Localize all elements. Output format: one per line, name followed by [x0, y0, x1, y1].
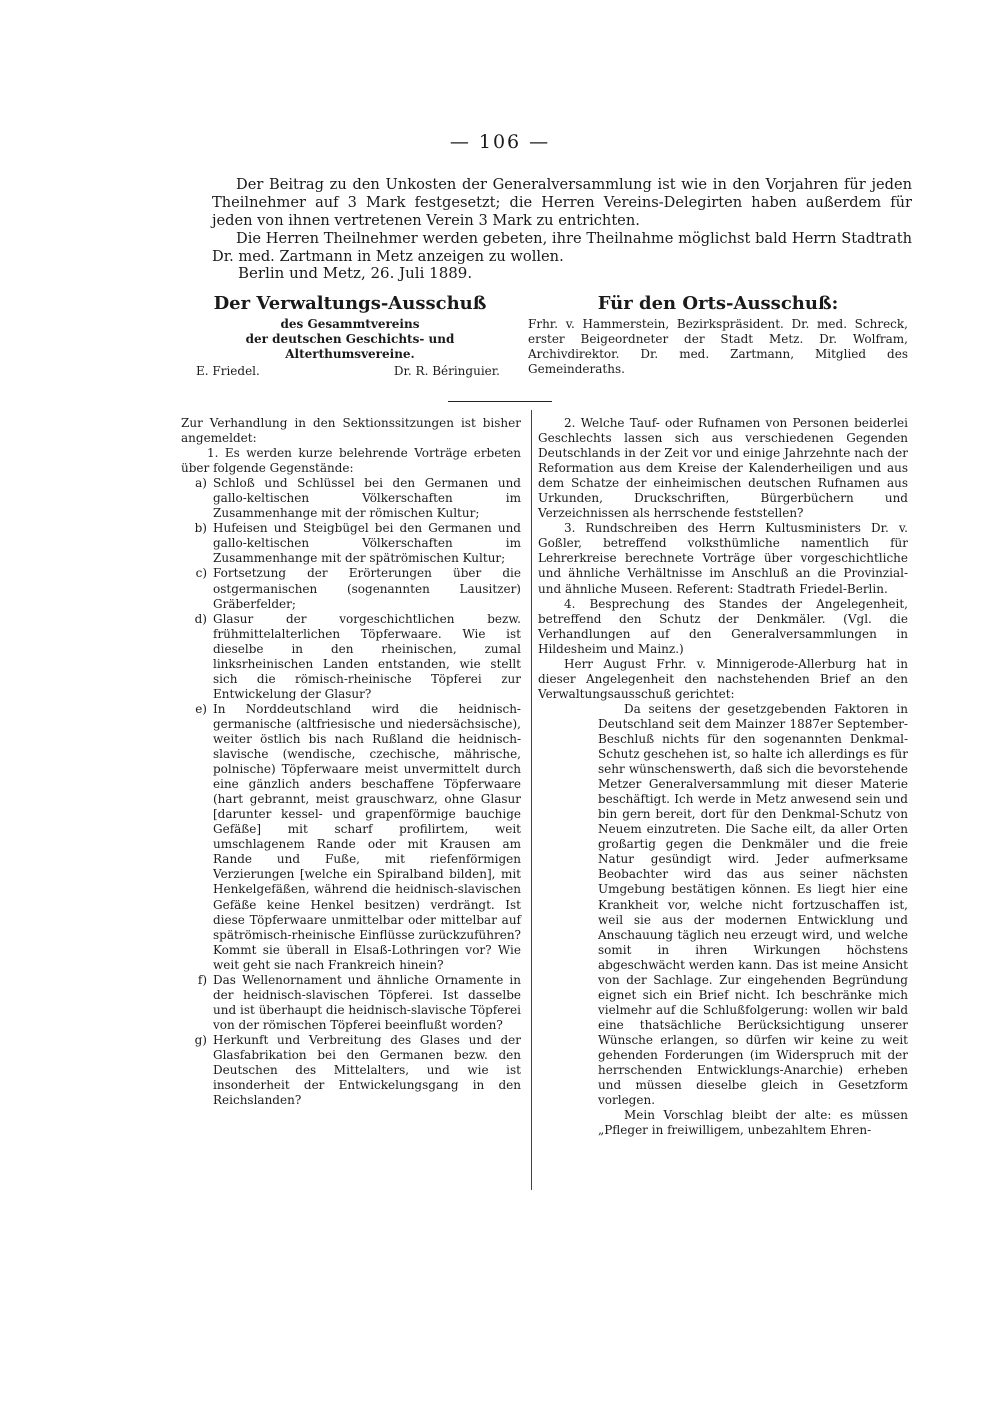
subitem-text: Fortsetzung der Erörterungen über die ostgermanischen (sogenannten Lausitzer) Gräberfelder; [213, 566, 521, 611]
letter-quote-continued: Mein Vorschlag bleibt der alte: es müssen „Pfleger in freiwilligem, unbezahltem Ehren- [598, 1108, 908, 1138]
subitem-label: a) [195, 476, 207, 491]
subitem-c [181, 566, 521, 611]
subitem-label: e) [195, 701, 207, 716]
letter-quote: Da seitens der gesetzgebenden Faktoren in Deutschland seit dem Mainzer 1887er September-Beschluß nichts für den sogenannten Denkmal-Schutz geschehen ist, so halte ich allerdings es für sehr wünschenswerth, daß sich die bevorstehende Metzer Generalversammlung mit dieser Materie beschäftigt. Ich werde in Metz anwesend sein und bin gern bereit, dort für den Denkmal-Schutz von Neuem einzutreten. Die Sache eilt, da aller Orten großartig gegen die Denkmäler und die freie Natur gesündigt wird. Jeder aufmerksame Beobachter wird das aus seiner nächsten Umgebung bestätigen können. Es liegt hier eine Krankheit vor, welche nicht fortzuschaffen ist, weil sie aus der modernen Entwicklung und Anschauung täglich neu erzeugt wird, und welche somit in ihren Wirkungen höchstens abgeschwächt werden kann. Das ist meine Ansicht von der Sachlage. Zur eingehenden Begründung eignet sich ein Brief nicht. Ich beschränke mich vielmehr auf die Schlußfolgerung: wollen wir bald eine thatsächliche Berücksichtigung unserer Wünsche erlangen, so dürfen wir keine zu weit gehenden Forderungen (im Widerspruch mit der herrschenden Entwicklungs-Anarchie) erheben und müssen dieselbe gleich in Gesetzform vorlegen. [598, 701, 908, 1108]
signer-friedel: E. Friedel. [196, 364, 260, 378]
right-column [538, 416, 908, 1138]
subitem-label: c) [195, 566, 207, 581]
item-1: 1. Es werden kurze belehrende Vorträge erbeten über folgende Gegenstände: [181, 446, 521, 476]
subitem-e [181, 702, 521, 973]
signature-right [528, 293, 908, 377]
item-2: 2. Welche Tauf- oder Rufnamen von Personen beiderlei Geschlechts lassen sich aus verschiedenen Gegenden Deutschlands in der Zeit vor und einige Jahrzehnte nach der Reformation aus dem Kreise der Kalenderheiligen und aus dem Schatze der einheimischen deutschen Rufnamen aus Urkunden, Druckschriften, Bürgerbüchern und Verzeichnissen als herrschende feststellen? [538, 416, 908, 521]
signature-left [180, 293, 520, 379]
subitem-g [181, 1033, 521, 1108]
signature-left-line1: des Gesammtvereins [280, 317, 420, 331]
subitem-text: Schloß und Schlüssel bei den Germanen und gallo-keltischen Völkerschaften im Zusammenhange mit der römischen Kultur; [213, 476, 521, 521]
subitem-label: g) [194, 1032, 207, 1047]
subitem-label: f) [197, 972, 207, 987]
subitem-text: In Norddeutschland wird die heidnisch-germanische (altfriesische und niedersächsische), weiter östlich bis nach Rußland die heidnisch-slavische (wendische, czechische, mährische, polnische) Töpferwaare meist unvermittelt durch eine gänzlich anders beschaffene Töpferwaare (hart gebrannt, meist grauschwarz, ohne Glasur [darunter kessel- und grapenförmige bauchige Gefäße] mit scharf profilirtem, weit umschlagenem Rande oder mit Krausen am Rande und Fuße, mit riefenförmigen Verzierungen [welche ein Spiralband bilden], mit Henkelgefäßen, während die heidnisch-slavischen Gefäße keine Henkel besitzen) verdrängt. Ist diese Töpferwaare unmittelbar oder mittelbar auf spätrömisch-rheinische Einflüsse zurückzuführen? Kommt sie überall in Elsaß-Lothringen vor? Wie weit geht sie nach Frankreich hinein? [213, 701, 521, 972]
subitem-text: Das Wellenornament und ähnliche Ornamente in der heidnisch-slavischen Töpferei. Ist dasselbe und ist überhaupt die heidnisch-slavische Töpferei von der römischen Töpferei beeinflußt worden? [213, 972, 521, 1032]
subitem-text: Herkunft und Verbreitung des Glases und der Glasfabrikation bei den Germanen bezw. den Deutschen des Mittelalters, und wie ist insonderheit der Entwickelungsgang in den Reichslanden? [213, 1032, 521, 1108]
signature-right-text: Frhr. v. Hammerstein, Bezirkspräsident. Dr. med. Schreck, erster Beigeordneter der Stadt Metz. Dr. Wolfram, Archivdirektor. Dr. med. Zartmann, Mitglied des Gemeinderaths. [528, 317, 908, 376]
signature-left-line2: der deutschen Geschichts- und Alterthumsvereine. [245, 332, 455, 361]
intro-paragraph-1: Der Beitrag zu den Unkosten der Generalversammlung ist wie in den Vorjahren für jeden Theilnehmer auf 3 Mark festgesetzt; die Herren Vereins-Delegirten haben außerdem für jeden von ihnen vertretenen Verein 3 Mark zu entrichten. [212, 176, 912, 229]
subitem-f [181, 973, 521, 1033]
section-divider [448, 401, 552, 402]
item-4: 4. Besprechung des Standes der Angelegenheit, betreffend den Schutz der Denkmäler. (Vgl. die Verhandlungen auf den Generalversammlungen in Hildesheim und Mainz.) [538, 596, 908, 656]
column-divider [531, 410, 532, 1190]
subitem-label: b) [194, 521, 207, 536]
intro-text [212, 176, 912, 266]
intro-paragraph-2: Die Herren Theilnehmer werden gebeten, ihre Theilnahme möglichst bald Herrn Stadtrath Dr. med. Zartmann in Metz anzeigen zu wollen. [212, 230, 912, 265]
subitem-a [181, 476, 521, 521]
signature-left-names [180, 364, 520, 379]
herr-paragraph: Herr August Frhr. v. Minnigerode-Allerburg hat in dieser Angelegenheit den nachstehenden Brief an den Verwaltungsausschuß gerichtet: [538, 656, 908, 701]
subitem-d [181, 612, 521, 702]
signer-beringuier: Dr. R. Béringuier. [393, 364, 500, 378]
subitem-text: Glasur der vorgeschichtlichen bezw. frühmittelalterlichen Töpferwaare. Wie ist dieselbe in den rheinischen, zumal linksrheinischen Landen entstanden, wie stellt sich die römisch-rheinische Töpferei zur Entwickelung der Glasur? [213, 611, 521, 701]
subitem-b [181, 521, 521, 566]
page-number: — 106 — [449, 131, 551, 153]
subitem-text: Hufeisen und Steigbügel bei den Germanen und gallo-keltischen Völkerschaften im Zusammenhange mit der spätrömischen Kultur; [213, 521, 521, 566]
signature-right-heading: Für den Orts-Ausschuß: [597, 293, 839, 314]
left-column [181, 416, 521, 1108]
subitem-label: d) [194, 611, 207, 626]
signature-left-heading: Der Verwaltungs-Ausschuß [213, 293, 487, 314]
date-line: Berlin und Metz, 26. Juli 1889. [238, 264, 473, 282]
item-3: 3. Rundschreiben des Herrn Kultusministers Dr. v. Goßler, betreffend volksthümliche namentlich für Lehrerkreise berechnete Vorträge über vorgeschichtliche und ähnliche Verhältnisse im Anschluß an die Provinzial- und ähnliche Museen. Referent: Stadtrath Friedel-Berlin. [538, 521, 908, 596]
left-intro: Zur Verhandlung in den Sektionssitzungen ist bisher angemeldet: [181, 416, 521, 446]
